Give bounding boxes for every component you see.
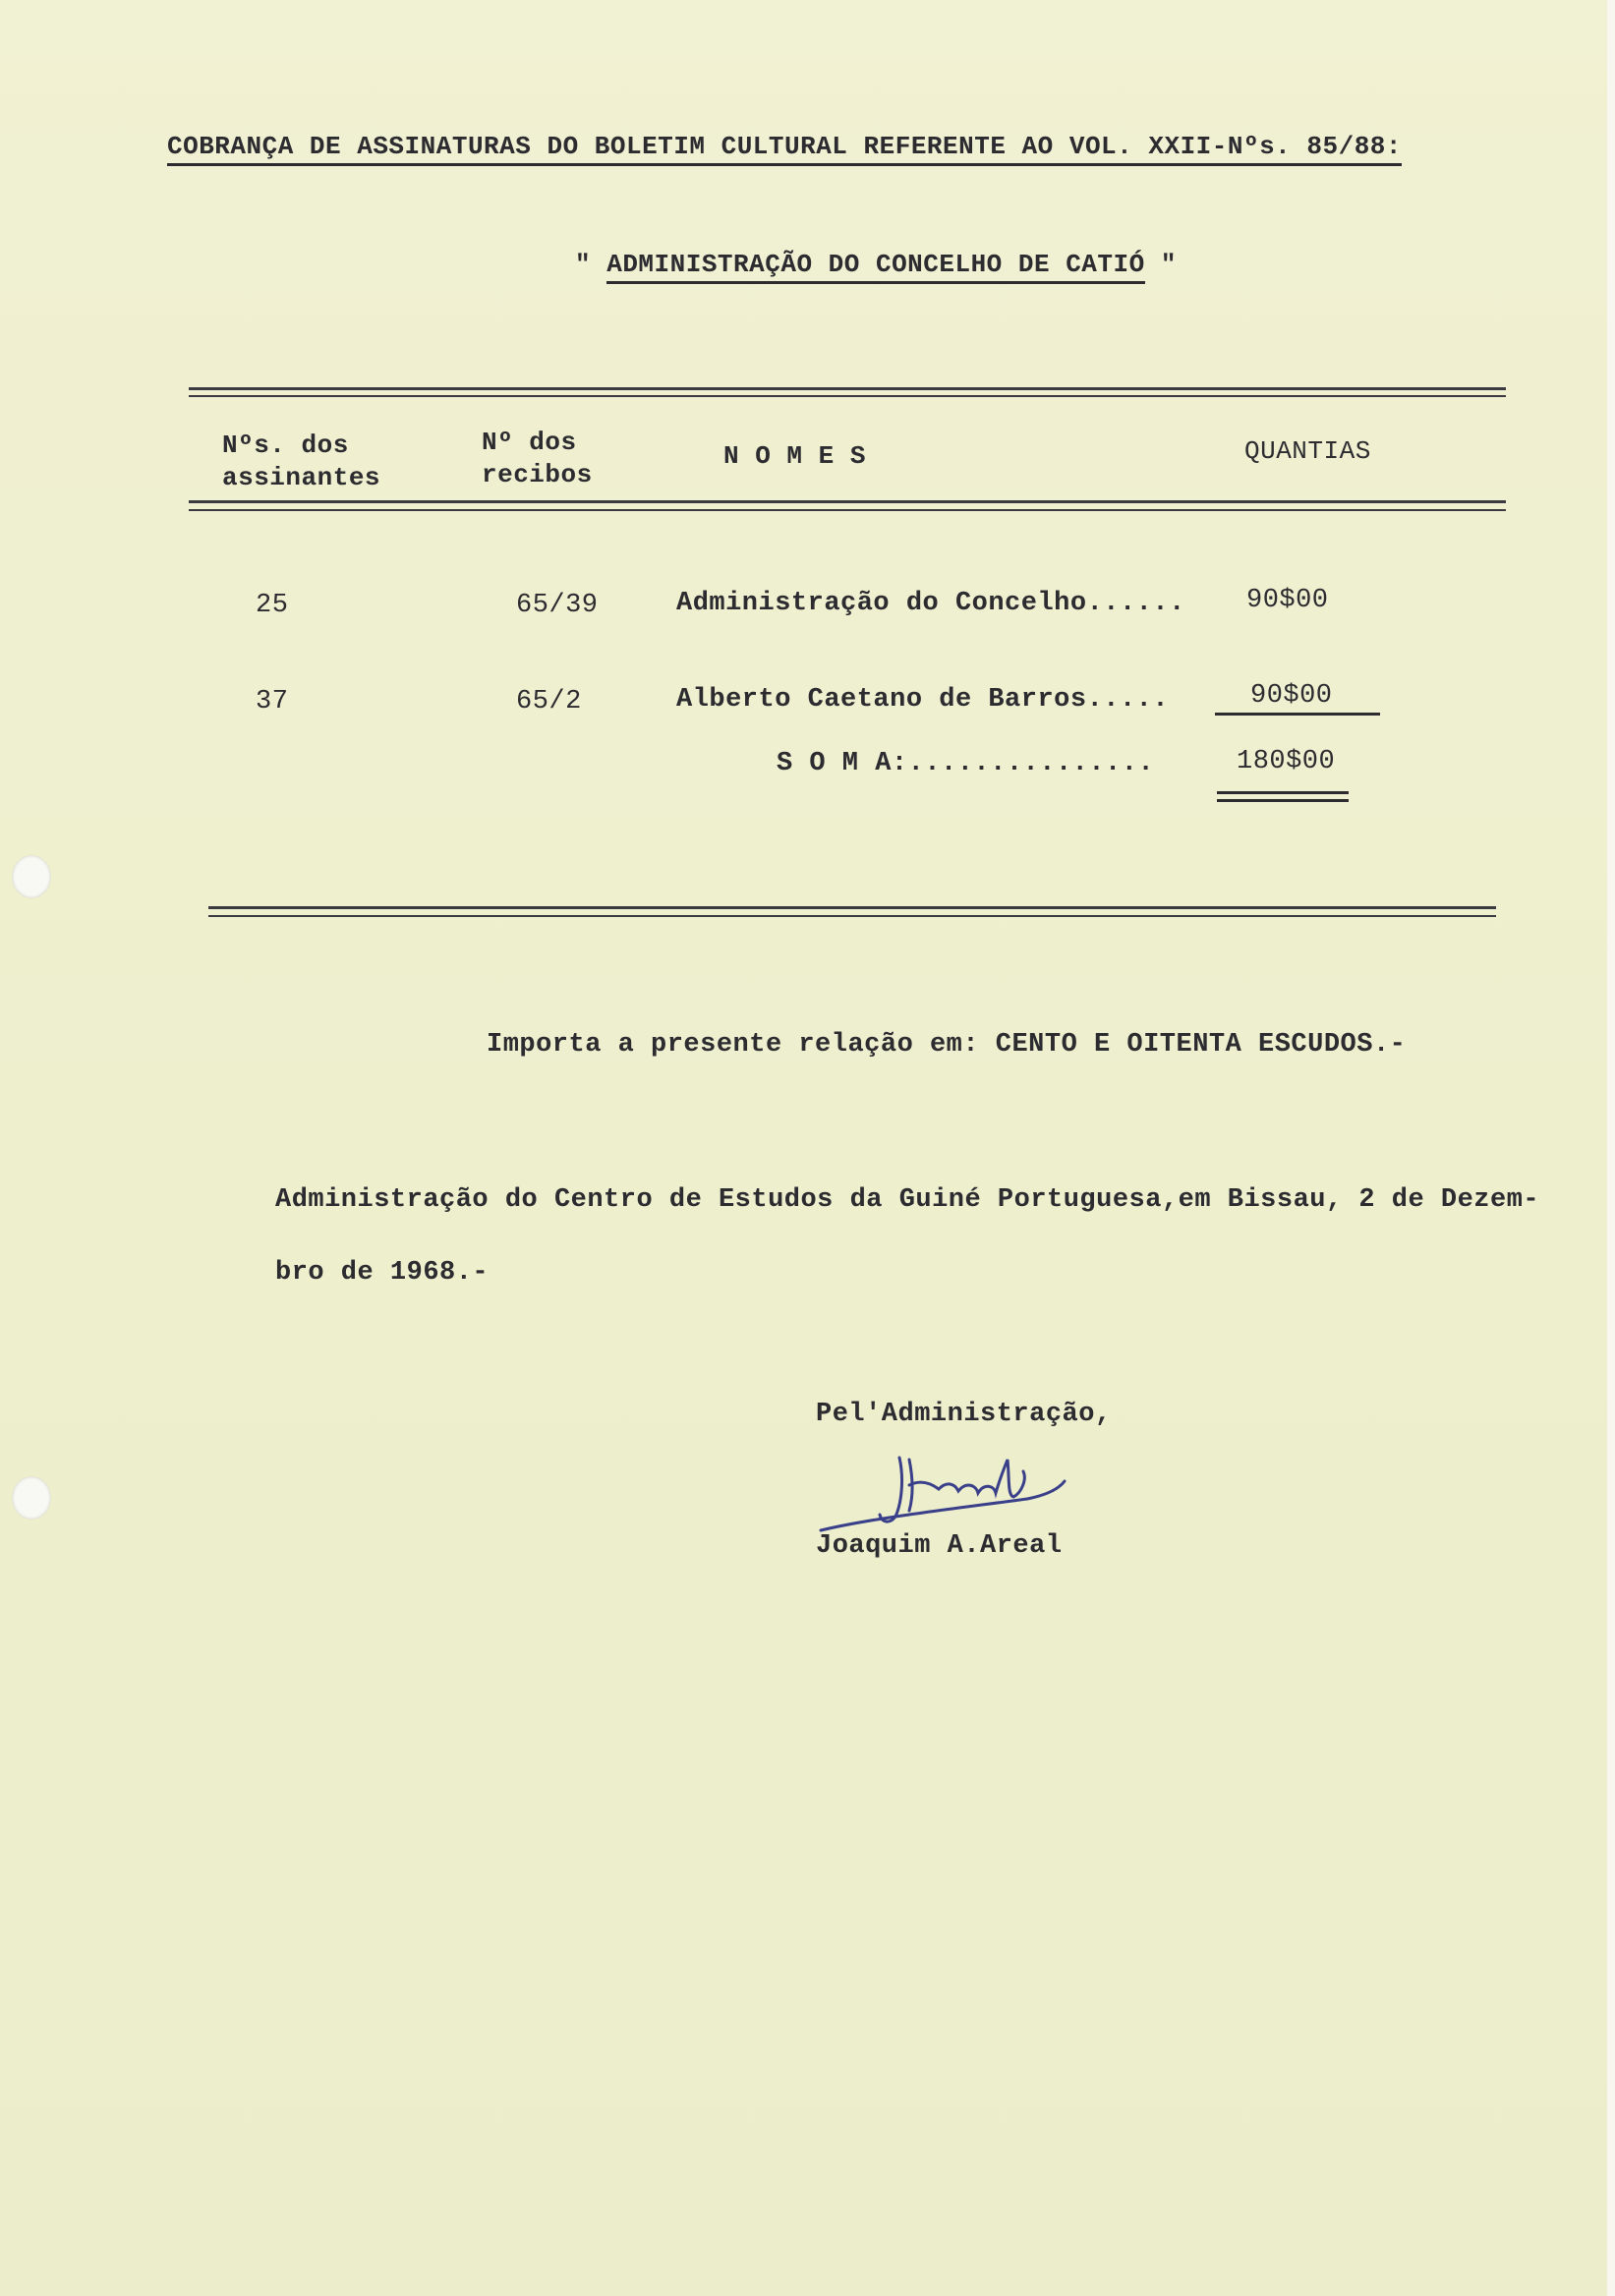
- row-num: 37: [256, 687, 289, 717]
- signoff: Pel'Administração,: [816, 1400, 1112, 1429]
- importa-line: Importa a presente relação em: CENTO E OITENTA ESCUDOS.-: [487, 1030, 1407, 1060]
- row-recibo: 65/39: [516, 591, 599, 620]
- punch-hole: [12, 1476, 51, 1520]
- header-bottom-rule: [189, 509, 1506, 511]
- page-edge: [1607, 0, 1615, 2296]
- table-top-rule: [189, 395, 1506, 397]
- row-quantia: 90$00: [1246, 586, 1329, 615]
- row-num: 25: [256, 591, 289, 620]
- table-bottom-rule: [208, 906, 1496, 909]
- table-top-rule: [189, 387, 1506, 390]
- header-assinantes: Nºs. dos assinantes: [222, 430, 381, 492]
- subtotal-underline: [1215, 713, 1380, 716]
- header-quantias: QUANTIAS: [1244, 436, 1371, 466]
- header-bottom-rule: [189, 500, 1506, 503]
- header-recibos: Nº dos recibos: [482, 428, 593, 489]
- row-nome: Administração do Concelho......: [676, 589, 1185, 618]
- document-title: COBRANÇA DE ASSINATURAS DO BOLETIM CULTURAL REFERENTE AO VOL. XXII-Nºs. 85/88:: [167, 132, 1402, 166]
- subtitle-text: ADMINISTRAÇÃO DO CONCELHO DE CATIÓ: [606, 250, 1145, 284]
- closing-line-2: bro de 1968.-: [275, 1258, 490, 1288]
- total-double-underline: [1217, 799, 1349, 802]
- closing-line-1: Administração do Centro de Estudos da Guiné Portuguesa,em Bissau, 2 de Dezem-: [275, 1185, 1540, 1215]
- header-nomes: N O M E S: [723, 441, 866, 471]
- signature-name: Joaquim A.Areal: [816, 1531, 1063, 1561]
- row-recibo: 65/2: [516, 687, 582, 717]
- punch-hole: [12, 855, 51, 898]
- row-nome: Alberto Caetano de Barros.....: [676, 685, 1170, 715]
- soma-value: 180$00: [1237, 747, 1336, 776]
- row-quantia: 90$00: [1250, 681, 1333, 711]
- soma-label: S O M A:...............: [777, 749, 1155, 778]
- total-double-underline: [1217, 791, 1349, 794]
- document-subtitle: " ADMINISTRAÇÃO DO CONCELHO DE CATIÓ ": [575, 250, 1177, 279]
- table-bottom-rule: [208, 915, 1496, 917]
